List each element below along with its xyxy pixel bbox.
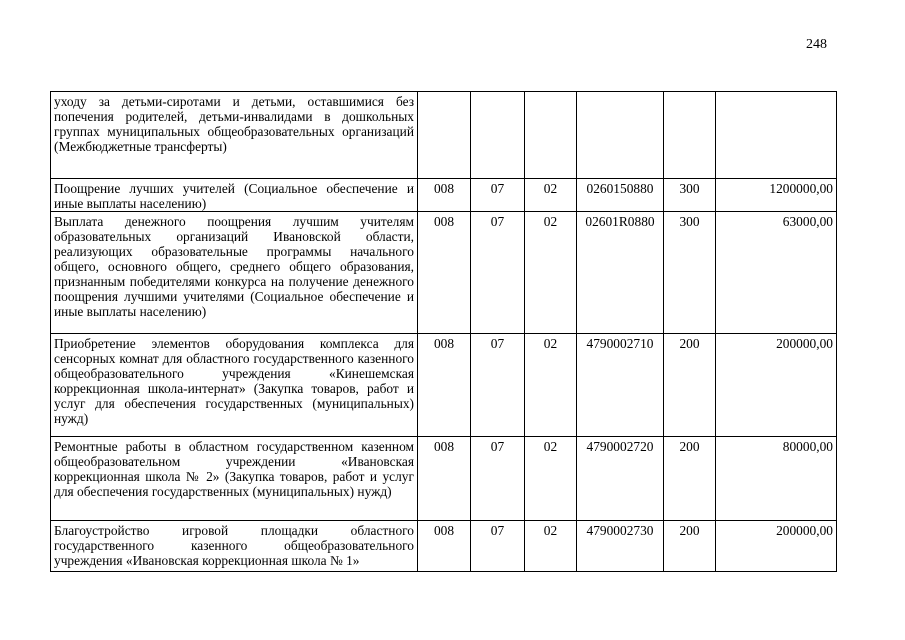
row-description: Ремонтные работы в областном государственном казенном общеобразовательном учреждении «Ивановская коррекционная школа № 2» (Закупка товаров, работ и услуг для обеспечения государственных (муниципальных) нужд) bbox=[51, 437, 418, 521]
expense-type-code: 200 bbox=[664, 334, 716, 437]
amount: 200000,00 bbox=[716, 334, 837, 437]
subsection-code: 02 bbox=[525, 179, 577, 212]
ministry-code: 008 bbox=[418, 334, 471, 437]
row-description: Благоустройство игровой площадки областного государственного казенного общеобразовательного учреждения «Ивановская коррекционная школа № 1» bbox=[51, 521, 418, 572]
section-code: 07 bbox=[471, 179, 525, 212]
budget-table bbox=[50, 91, 837, 572]
row-description: Выплата денежного поощрения лучшим учителям образовательных организаций Ивановской области, реализующих образовательные программы начального общего, основного общего, среднего общего образования, признанным победителями конкурса на получение денежного поощрения лучшими учителями (Социальное обеспечение и иные выплаты населению) bbox=[51, 212, 418, 334]
subsection-code: 02 bbox=[525, 437, 577, 521]
table-row bbox=[51, 92, 837, 179]
table-row bbox=[51, 179, 837, 212]
target-article-code: 4790002720 bbox=[577, 437, 664, 521]
table-row bbox=[51, 521, 837, 572]
table-row bbox=[51, 334, 837, 437]
amount: 63000,00 bbox=[716, 212, 837, 334]
amount: 1200000,00 bbox=[716, 179, 837, 212]
ministry-code: 008 bbox=[418, 437, 471, 521]
section-code: 07 bbox=[471, 212, 525, 334]
row-description: Приобретение элементов оборудования комплекса для сенсорных комнат для областного государственного казенного общеобразовательного учреждения «Кинешемская коррекционная школа-интернат» (Закупка товаров, работ и услуг для обеспечения государственных (муниципальных) нужд) bbox=[51, 334, 418, 437]
ministry-code: 008 bbox=[418, 212, 471, 334]
subsection-code: 02 bbox=[525, 521, 577, 572]
expense-type-code: 200 bbox=[664, 521, 716, 572]
expense-type-code: 300 bbox=[664, 212, 716, 334]
subsection-code: 02 bbox=[525, 334, 577, 437]
target-article-code: 4790002710 bbox=[577, 334, 664, 437]
row-description: Поощрение лучших учителей (Социальное обеспечение и иные выплаты населению) bbox=[51, 179, 418, 212]
ministry-code: 008 bbox=[418, 179, 471, 212]
section-code: 07 bbox=[471, 334, 525, 437]
table-row bbox=[51, 212, 837, 334]
expense-type-code: 200 bbox=[664, 437, 716, 521]
target-article-code: 0260150880 bbox=[577, 179, 664, 212]
ministry-code bbox=[418, 92, 471, 179]
amount bbox=[716, 92, 837, 179]
subsection-code bbox=[525, 92, 577, 179]
amount: 200000,00 bbox=[716, 521, 837, 572]
ministry-code: 008 bbox=[418, 521, 471, 572]
target-article-code bbox=[577, 92, 664, 179]
target-article-code: 02601R0880 bbox=[577, 212, 664, 334]
subsection-code: 02 bbox=[525, 212, 577, 334]
expense-type-code: 300 bbox=[664, 179, 716, 212]
row-description: уходу за детьми-сиротами и детьми, оставшимися без попечения родителей, детьми-инвалидами в дошкольных группах муниципальных общеобразовательных организаций (Межбюджетные трансферты) bbox=[51, 92, 418, 179]
expense-type-code bbox=[664, 92, 716, 179]
page-number: 248 bbox=[806, 37, 827, 52]
section-code: 07 bbox=[471, 521, 525, 572]
target-article-code: 4790002730 bbox=[577, 521, 664, 572]
table-row bbox=[51, 437, 837, 521]
amount: 80000,00 bbox=[716, 437, 837, 521]
section-code bbox=[471, 92, 525, 179]
section-code: 07 bbox=[471, 437, 525, 521]
